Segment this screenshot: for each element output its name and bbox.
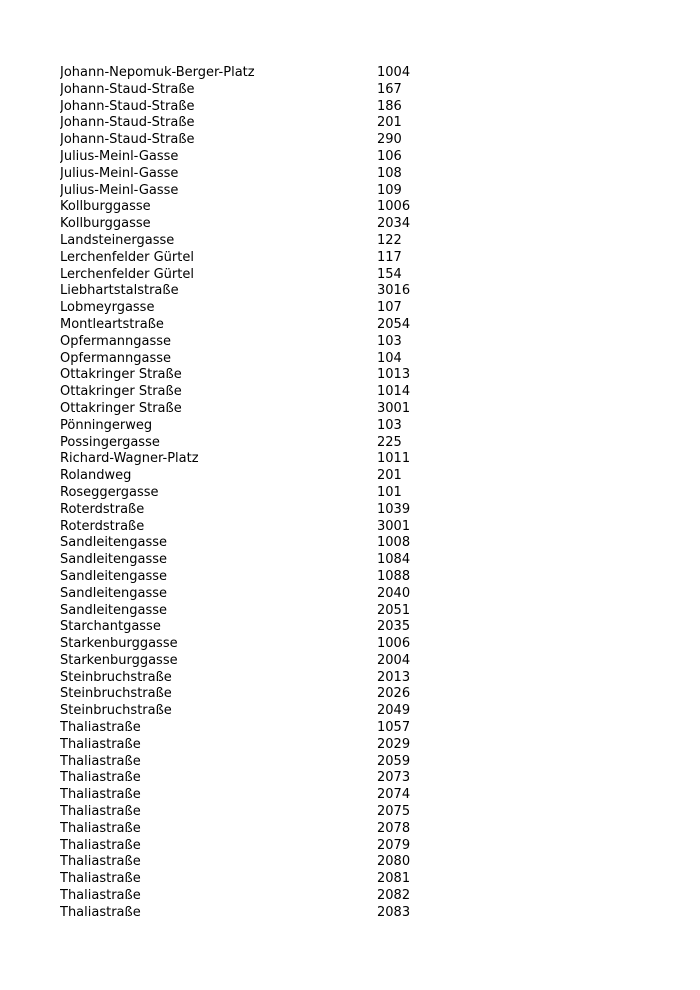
table-row [60, 636, 460, 653]
street-name-cell: Thaliastraße [60, 804, 141, 820]
street-name-cell: Pönningerweg [60, 417, 153, 433]
street-name-cell: Starchantgasse [60, 619, 161, 635]
street-name-cell: Thaliastraße [60, 854, 141, 870]
street-name-cell: Possingergasse [60, 434, 160, 450]
table-row [60, 65, 460, 82]
table-row [60, 216, 460, 233]
street-name-cell: Steinbruchstraße [60, 686, 172, 702]
house-number-cell: 3001 [377, 400, 411, 416]
table-row [60, 737, 460, 754]
table-row [60, 149, 460, 166]
house-number-cell: 2074 [377, 787, 411, 803]
table-row [60, 82, 460, 99]
table-row [60, 552, 460, 569]
street-name-cell: Liebhartstalstraße [60, 283, 179, 299]
house-number-cell: 1057 [377, 720, 411, 736]
street-name-cell: Sandleitengasse [60, 602, 168, 618]
table-row [60, 451, 460, 468]
table-row [60, 519, 460, 536]
house-number-cell: 201 [377, 115, 402, 131]
house-number-cell: 2081 [377, 871, 411, 887]
house-number-cell: 2013 [377, 669, 411, 685]
house-number-cell: 2080 [377, 854, 411, 870]
table-row [60, 351, 460, 368]
house-number-cell: 3001 [377, 518, 411, 534]
table-row [60, 804, 460, 821]
street-name-cell: Starkenburggasse [60, 652, 178, 668]
house-number-cell: 186 [377, 98, 402, 114]
house-number-cell: 101 [377, 484, 402, 500]
street-name-cell: Kollburggasse [60, 216, 151, 232]
house-number-cell: 2029 [377, 736, 411, 752]
house-number-cell: 2073 [377, 770, 411, 786]
street-name-cell: Thaliastraße [60, 837, 141, 853]
street-name-cell: Ottakringer Straße [60, 400, 182, 416]
house-number-cell: 103 [377, 333, 402, 349]
table-row [60, 586, 460, 603]
street-name-cell: Thaliastraße [60, 770, 141, 786]
table-row [60, 871, 460, 888]
house-number-cell: 290 [377, 132, 402, 148]
house-number-cell: 167 [377, 81, 402, 97]
table-row [60, 317, 460, 334]
street-name-cell: Lerchenfelder Gürtel [60, 266, 194, 282]
table-row [60, 283, 460, 300]
street-name-cell: Sandleitengasse [60, 568, 168, 584]
house-number-cell: 2051 [377, 602, 411, 618]
table-row [60, 838, 460, 855]
house-number-cell: 2049 [377, 703, 411, 719]
street-name-cell: Thaliastraße [60, 904, 141, 920]
table-row [60, 888, 460, 905]
table-row [60, 603, 460, 620]
table-row [60, 770, 460, 787]
street-name-cell: Ottakringer Straße [60, 384, 182, 400]
table-row [60, 485, 460, 502]
house-number-cell: 103 [377, 417, 402, 433]
house-number-cell: 109 [377, 182, 402, 198]
street-name-cell: Thaliastraße [60, 753, 141, 769]
street-name-cell: Thaliastraße [60, 871, 141, 887]
street-name-cell: Richard-Wagner-Platz [60, 451, 199, 467]
street-name-cell: Julius-Meinl-Gasse [60, 165, 179, 181]
table-row [60, 502, 460, 519]
street-name-cell: Julius-Meinl-Gasse [60, 182, 179, 198]
table-row [60, 132, 460, 149]
address-table [60, 65, 460, 922]
house-number-cell: 2082 [377, 888, 411, 904]
table-row [60, 435, 460, 452]
house-number-cell: 108 [377, 165, 402, 181]
table-row [60, 233, 460, 250]
house-number-cell: 1006 [377, 199, 411, 215]
street-name-cell: Rolandweg [60, 468, 132, 484]
table-row [60, 300, 460, 317]
house-number-cell: 1011 [377, 451, 411, 467]
house-number-cell: 2004 [377, 652, 411, 668]
street-name-cell: Thaliastraße [60, 720, 141, 736]
table-row [60, 854, 460, 871]
house-number-cell: 2083 [377, 904, 411, 920]
house-number-cell: 117 [377, 249, 402, 265]
house-number-cell: 2054 [377, 316, 411, 332]
house-number-cell: 1008 [377, 535, 411, 551]
house-number-cell: 1006 [377, 636, 411, 652]
house-number-cell: 1004 [377, 65, 411, 80]
street-name-cell: Sandleitengasse [60, 535, 168, 551]
table-row [60, 703, 460, 720]
street-name-cell: Landsteinergasse [60, 232, 175, 248]
table-row [60, 619, 460, 636]
table-row [60, 653, 460, 670]
table-row [60, 468, 460, 485]
table-row [60, 250, 460, 267]
street-name-cell: Kollburggasse [60, 199, 151, 215]
house-number-cell: 1014 [377, 384, 411, 400]
table-row [60, 183, 460, 200]
table-row [60, 569, 460, 586]
street-name-cell: Johann-Nepomuk-Berger-Platz [60, 65, 255, 80]
street-name-cell: Steinbruchstraße [60, 703, 172, 719]
house-number-cell: 1088 [377, 568, 411, 584]
table-row [60, 670, 460, 687]
street-name-cell: Sandleitengasse [60, 585, 168, 601]
house-number-cell: 104 [377, 350, 402, 366]
house-number-cell: 2035 [377, 619, 411, 635]
house-number-cell: 1039 [377, 501, 411, 517]
street-name-cell: Julius-Meinl-Gasse [60, 148, 179, 164]
house-number-cell: 2026 [377, 686, 411, 702]
house-number-cell: 3016 [377, 283, 411, 299]
house-number-cell: 154 [377, 266, 402, 282]
table-row [60, 99, 460, 116]
street-name-cell: Steinbruchstraße [60, 669, 172, 685]
table-row [60, 905, 460, 922]
street-name-cell: Opfermanngasse [60, 333, 172, 349]
street-name-cell: Thaliastraße [60, 888, 141, 904]
house-number-cell: 106 [377, 148, 402, 164]
house-number-cell: 2034 [377, 216, 411, 232]
house-number-cell: 1013 [377, 367, 411, 383]
table-row [60, 787, 460, 804]
table-row [60, 686, 460, 703]
street-name-cell: Montleartstraße [60, 316, 164, 332]
table-row [60, 821, 460, 838]
table-row [60, 115, 460, 132]
house-number-cell: 2059 [377, 753, 411, 769]
street-name-cell: Johann-Staud-Straße [60, 98, 195, 114]
table-row [60, 535, 460, 552]
table-row [60, 334, 460, 351]
street-name-cell: Thaliastraße [60, 736, 141, 752]
street-name-cell: Lobmeyrgasse [60, 300, 155, 316]
street-name-cell: Starkenburggasse [60, 636, 178, 652]
street-name-cell: Johann-Staud-Straße [60, 81, 195, 97]
house-number-cell: 2075 [377, 804, 411, 820]
street-name-cell: Lerchenfelder Gürtel [60, 249, 194, 265]
table-row [60, 199, 460, 216]
house-number-cell: 1084 [377, 552, 411, 568]
street-name-cell: Johann-Staud-Straße [60, 115, 195, 131]
table-row [60, 384, 460, 401]
table-row [60, 267, 460, 284]
house-number-cell: 201 [377, 468, 402, 484]
table-row [60, 418, 460, 435]
street-name-cell: Ottakringer Straße [60, 367, 182, 383]
table-row [60, 401, 460, 418]
house-number-cell: 2040 [377, 585, 411, 601]
street-name-cell: Roterdstraße [60, 518, 145, 534]
street-name-cell: Roterdstraße [60, 501, 145, 517]
table-row [60, 754, 460, 771]
street-name-cell: Thaliastraße [60, 820, 141, 836]
table-row [60, 720, 460, 737]
house-number-cell: 225 [377, 434, 402, 450]
table-row [60, 367, 460, 384]
house-number-cell: 122 [377, 232, 402, 248]
house-number-cell: 107 [377, 300, 402, 316]
street-name-cell: Thaliastraße [60, 787, 141, 803]
street-name-cell: Opfermanngasse [60, 350, 172, 366]
table-row [60, 166, 460, 183]
street-name-cell: Johann-Staud-Straße [60, 132, 195, 148]
street-name-cell: Roseggergasse [60, 484, 159, 500]
street-name-cell: Sandleitengasse [60, 552, 168, 568]
house-number-cell: 2079 [377, 837, 411, 853]
house-number-cell: 2078 [377, 820, 411, 836]
